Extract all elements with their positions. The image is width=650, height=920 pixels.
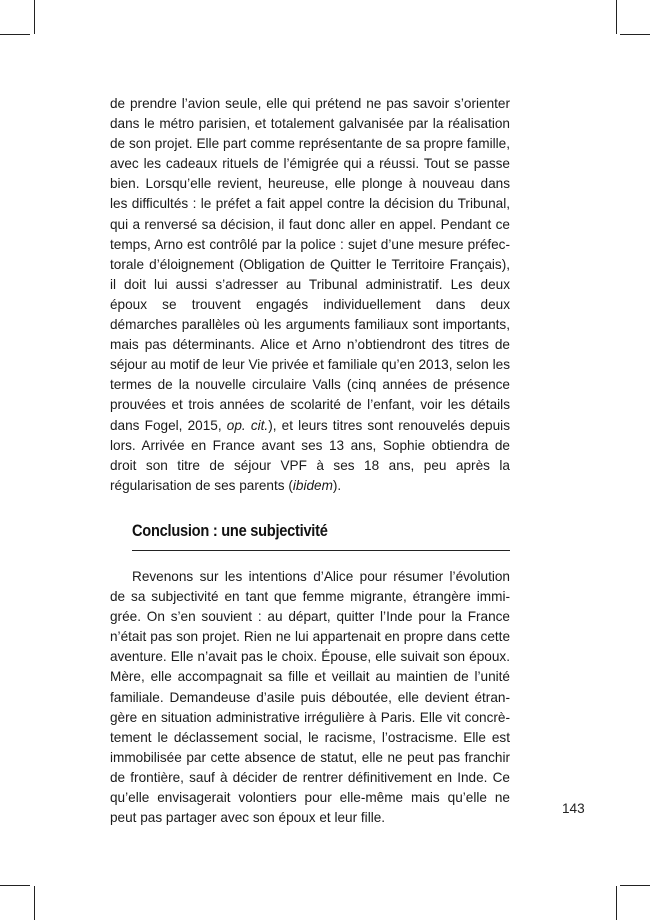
page-number: 143 — [562, 801, 585, 816]
body-paragraph-1 — [110, 94, 510, 496]
crop-mark-bottom-right-vertical — [616, 886, 617, 920]
crop-mark-top-left-vertical — [34, 0, 35, 34]
paragraph-1-text-b: ), et leurs titres sont renouvelés depuis lors. Arrivée en France avant ses 13 ans, Sophie obtiendra de droit son titre de séjour VPF à ses 18 ans, peu après la régularisation de ses parents ( — [110, 417, 510, 493]
crop-mark-bottom-right-horizontal — [620, 885, 650, 886]
body-paragraph-2: Revenons sur les intentions d’Alice pour résumer l’évolution de sa subjectivité en tant que femme migrante, étrangère immigrée. On s’en souvient : au départ, quitter l’Inde pour la France n’était pas son projet. Rien ne lui appartenait en propre dans cette aventure. Elle n’avait pas le choix. Épouse, elle suivait son époux. Mère, elle accompagnait sa fille et veillait au maintien de l’unité familiale. Demandeuse d’asile puis déboutée, elle devient étrangère en situation administrative irrégulière à Paris. Elle vit concrètement le déclassement social, le racisme, l’ostracisme. Elle est immobilisée par cette absence de statut, elle ne peut pas franchir de frontière, sauf à décider de rentrer définitivement en Inde. Ce qu’elle envisagerait volontiers pour elle-même mais qu’elle ne peut pas partager avec son époux et leur fille. — [110, 569, 510, 826]
crop-mark-top-left-horizontal — [0, 34, 30, 35]
section-heading: Conclusion : une subjectivité — [132, 521, 328, 540]
citation-ibidem: ibidem — [292, 477, 333, 493]
heading-underline-rule — [132, 550, 510, 551]
crop-mark-bottom-left-vertical — [34, 886, 35, 920]
crop-mark-top-right-vertical — [616, 0, 617, 34]
crop-mark-bottom-left-horizontal — [0, 885, 30, 886]
citation-op-cit: op. cit. — [226, 417, 269, 433]
paragraph-1-text-a: de prendre l’avion seule, elle qui prétend ne pas savoir s’orienter dans le métro parisien, et totalement galvanisée par la réalisation de son projet. Elle part comme représentante de sa propre famille, avec les cadeaux rituels de l’émigrée qui a réussi. Tout se passe bien. Lorsqu’elle revient, heureuse, elle plonge à nouveau dans les difficultés : le préfet a fait appel contre la décision du Tribunal, qui a renversé sa décision, il faut donc aller en appel. Pendant ce temps, Arno est contrôlé par la police : sujet d’une mesure préfectorale d’éloignement (Obligation de Quitter le Territoire Français), il doit lui aussi s’adresser au Tribunal administratif. Les deux époux se trouvent engagés individuellement dans deux démarches parallèles où les arguments familiaux sont importants, mais pas déterminants. Alice et Arno n’obtiendront des titres de séjour au motif de leur Vie privée et familiale qu’en 2013, selon les termes de la nouvelle circulaire Valls (cinq années de présence prouvées et trois années de scolarité de l’enfant, voir les détails dans Fogel, 2015, — [110, 96, 510, 433]
crop-mark-top-right-horizontal — [620, 34, 650, 35]
paragraph-1-text-c: ). — [332, 477, 342, 493]
